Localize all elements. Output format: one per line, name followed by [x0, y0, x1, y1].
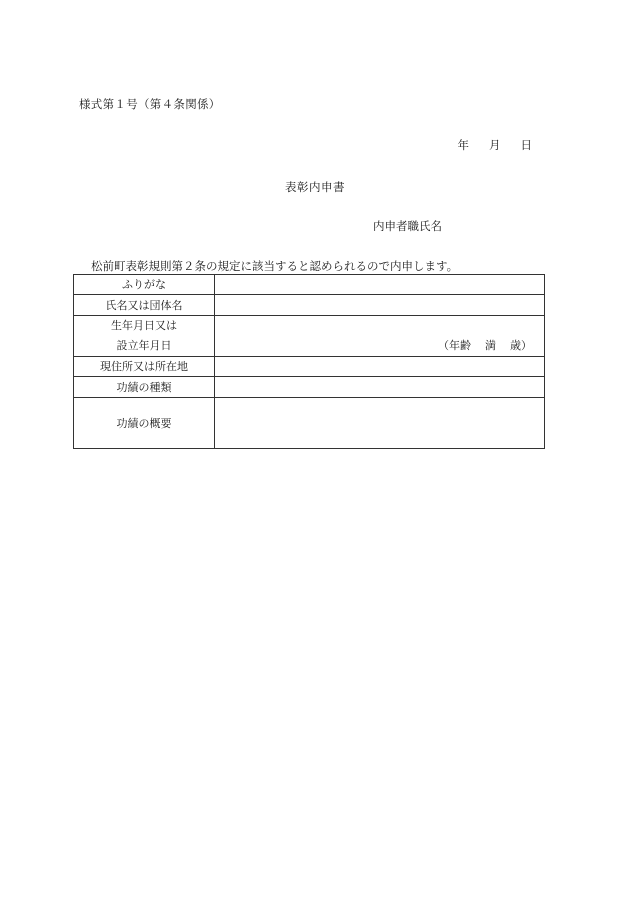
achievement-type-label: 功績の種類 — [74, 377, 215, 398]
age-note — [438, 337, 532, 353]
table-row — [74, 316, 545, 357]
birth-date-label — [74, 316, 215, 357]
address-field[interactable] — [215, 357, 545, 377]
furigana-field[interactable] — [215, 275, 545, 295]
table-row — [74, 377, 545, 398]
intro-text: 松前町表彰規則第２条の規定に該当すると認められるので内申します。 — [91, 259, 459, 273]
furigana-label: ふりがな — [74, 275, 215, 295]
age-note-full: 満 — [485, 339, 496, 352]
form-number: 様式第１号（第４条関係） — [79, 97, 221, 111]
date-year-label: 年 — [457, 138, 469, 152]
table-row — [74, 398, 545, 449]
date-day-label: 日 — [520, 138, 532, 152]
achievement-summary-label: 功績の概要 — [74, 398, 215, 449]
date-line — [458, 137, 533, 153]
table-row — [74, 295, 545, 316]
document-title: 表彰内申書 — [285, 180, 345, 194]
achievement-summary-field[interactable] — [215, 398, 545, 449]
address-label: 現住所又は所在地 — [74, 357, 215, 377]
applicant-label: 内申者職氏名 — [373, 219, 442, 233]
achievement-type-field[interactable] — [215, 377, 545, 398]
birth-date-field[interactable] — [215, 316, 545, 357]
birth-date-label-line1: 生年月日又は — [111, 319, 177, 332]
application-table — [73, 274, 545, 449]
table-row — [74, 357, 545, 377]
age-note-open: （年齢 — [438, 339, 471, 352]
name-field[interactable] — [215, 295, 545, 316]
date-month-label: 月 — [489, 138, 501, 152]
table-row — [74, 275, 545, 295]
name-label: 氏名又は団体名 — [74, 295, 215, 316]
age-note-years: 歳） — [510, 339, 532, 352]
birth-date-label-line2: 設立年月日 — [116, 339, 172, 352]
